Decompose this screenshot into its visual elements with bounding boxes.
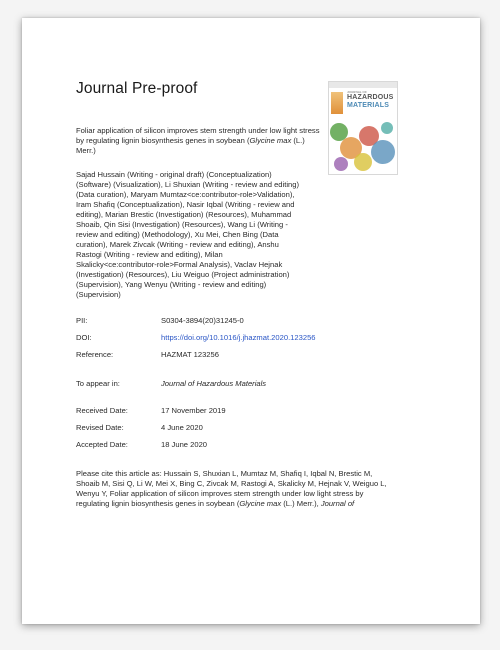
author-line: (Software) (Visualization), Li Shuxian (Writing - review and editing) xyxy=(76,180,299,189)
cover-name-line2: MATERIALS xyxy=(347,102,390,109)
journal-cover-thumbnail xyxy=(328,81,398,175)
accepted-date-value: 18 June 2020 xyxy=(161,440,208,449)
appear-label: To appear in: xyxy=(76,379,120,388)
cover-artwork xyxy=(329,118,397,174)
author-line: Iram Shafiq (Conceptualization), Nasir Iqbal (Writing - review and xyxy=(76,200,295,209)
article-title-line: Foliar application of silicon improves stem strength under low light stress xyxy=(76,126,320,135)
citation-line: Wenyu Y, Foliar application of silicon improves stem strength under low light stress by xyxy=(76,489,364,498)
author-line: (Supervision) xyxy=(76,290,121,299)
cover-journal-word: JOURNAL OF xyxy=(347,90,367,94)
pii-label: PII: xyxy=(76,316,88,325)
reference-value: HAZMAT 123256 xyxy=(161,350,219,359)
author-line: (Data curation), Maryam Mumtaz<ce:contributor-role>Validation), xyxy=(76,190,295,199)
citation-line: Please cite this article as: Hussain S, Shuxian L, Mumtaz M, Shafiq I, Iqbal N, Brestic M, xyxy=(76,469,373,478)
author-line: (Investigation) (Resources), Liu Weiguo (Project administration) xyxy=(76,270,290,279)
author-line: Skalicky<ce:contributor-role>Formal Analysis), Vaclav Hejnak xyxy=(76,260,283,269)
author-line: (Supervision), Yang Wenyu (Writing - review and editing) xyxy=(76,280,267,289)
pii-value: S0304-3894(20)31245-0 xyxy=(161,316,244,325)
author-line: Rastogi (Writing - review and editing), Milan xyxy=(76,250,223,259)
received-date-label: Received Date: xyxy=(76,406,128,415)
author-line: curation), Marek Zivcak (Writing - review and editing), Anshu xyxy=(76,240,279,249)
reference-label: Reference: xyxy=(76,350,114,359)
author-line: Shoaib, Qin Sisi (Investigation) (Resources), Wang Li (Writing - xyxy=(76,220,288,229)
page-title: Journal Pre-proof xyxy=(76,80,198,97)
article-title-line: Merr.) xyxy=(76,146,96,155)
author-line: editing), Marian Brestic (Investigation) (Resources), Muhammad xyxy=(76,210,292,219)
accepted-date-label: Accepted Date: xyxy=(76,440,128,449)
revised-date-label: Revised Date: xyxy=(76,423,124,432)
cover-name-line1: HAZARDOUS xyxy=(347,94,394,101)
doi-label: DOI: xyxy=(76,333,92,342)
citation-line: regulating lignin biosynthesis genes in soybean (Glycine max (L.) Merr.), Journal of xyxy=(76,499,355,508)
article-title-line: by regulating lignin biosynthesis genes in soybean (Glycine max (L.) xyxy=(76,136,305,145)
received-date-value: 17 November 2019 xyxy=(161,406,226,415)
doi-link[interactable]: https://doi.org/10.1016/j.jhazmat.2020.123256 xyxy=(161,333,316,342)
revised-date-value: 4 June 2020 xyxy=(161,423,203,432)
cover-publisher-logo xyxy=(331,92,343,114)
cover-top-band xyxy=(329,82,397,88)
document-page xyxy=(22,18,480,624)
citation-line: Shoaib M, Sisi Q, Li W, Mei X, Bing C, Zivcak M, Rastogi A, Skalicky M, Hejnak V, Weiguo L, xyxy=(76,479,387,488)
appear-value: Journal of Hazardous Materials xyxy=(161,379,267,388)
author-line: review and editing) (Methodology), Xu Mei, Chen Bing (Data xyxy=(76,230,279,239)
author-line: Sajad Hussain (Writing - original draft) (Conceptualization) xyxy=(76,170,272,179)
